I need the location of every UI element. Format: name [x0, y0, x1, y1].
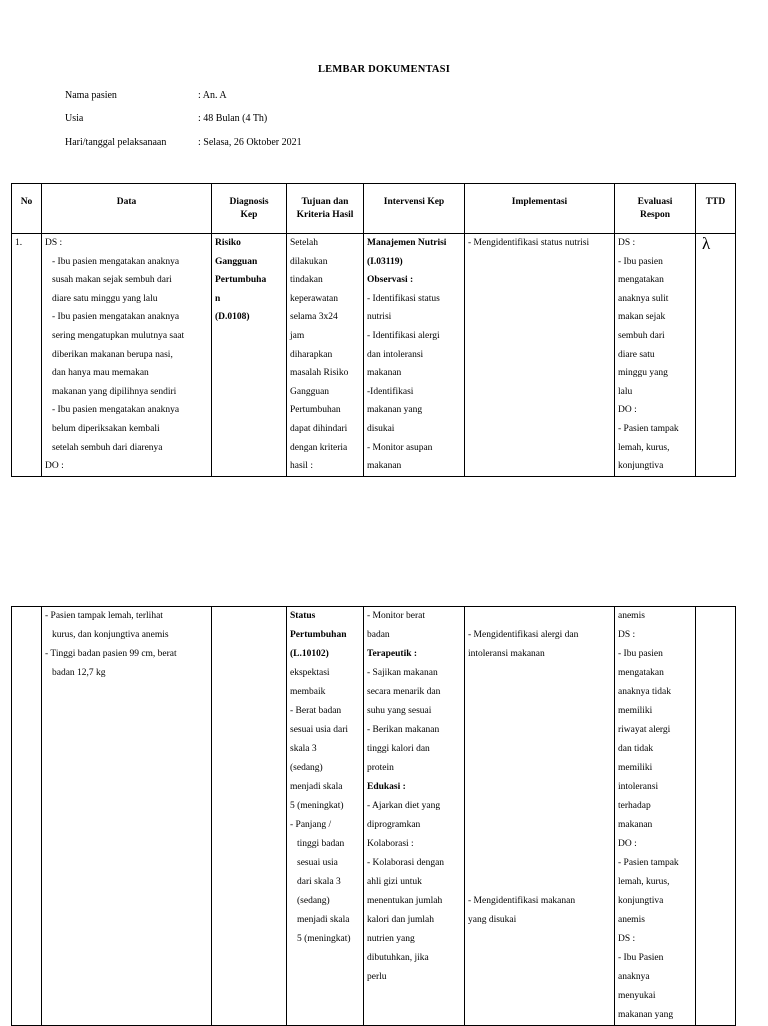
header-diagnosis: Diagnosis Kep — [212, 184, 287, 234]
header-no: No — [12, 184, 42, 234]
documentation-table-2 — [11, 606, 736, 1026]
cell-data: DS : - Ibu pasien mengatakan anaknya susah makan sejak sembuh dari diare satu minggu yang lalu - Ibu pasien mengatakan anaknya sering mengatupkan mulutnya saat diberikan makanan berupa nasi, dan hanya mau memakan makanan yang dipilihnya sendiri - Ibu pasien mengatakan anaknya belum diperiksakan kembali setelah sembuh dari diarenya DO : — [42, 234, 212, 477]
cell-no: 1. — [12, 234, 42, 477]
info-value: : 48 Bulan (4 Th) — [198, 113, 268, 124]
cell-diagnosis — [212, 607, 287, 1026]
info-value: : Selasa, 26 Oktober 2021 — [198, 137, 302, 148]
cell-no — [12, 607, 42, 1026]
document-title: LEMBAR DOKUMENTASI — [317, 64, 451, 75]
table-header-row — [12, 184, 736, 234]
cell-implementasi: - Mengidentifikasi alergi dan intoleransi makanan - Mengidentifikasi makanan yang disukai — [465, 607, 615, 1026]
cell-intervensi: - Monitor berat badan Terapeutik : - Sajikan makanan secara menarik dan suhu yang sesuai - Berikan makanan tinggi kalori dan protein Edukasi : - Ajarkan diet yang diprogramkan Kolaborasi : - Kolaborasi dengan ahli gizi untuk menentukan jumlah kalori dan jumlah nutrien yang dibutuhkan, jika perlu — [364, 607, 465, 1026]
header-tujuan: Tujuan dan Kriteria Hasil — [287, 184, 364, 234]
info-label: Usia — [65, 113, 84, 124]
cell-ttd — [696, 607, 736, 1026]
cell-tujuan: Setelah dilakukan tindakan keperawatan selama 3x24 jam diharapkan masalah Risiko Gangguan Pertumbuhan dapat dihindari dengan kriteria hasil : — [287, 234, 364, 477]
cell-evaluasi: anemis DS : - Ibu pasien mengatakan anaknya tidak memiliki riwayat alergi dan tidak memiliki intoleransi terhadap makanan DO : - Pasien tampak lemah, kurus, konjungtiva anemis DS : - Ibu Pasien anaknya menyukai makanan yang — [615, 607, 696, 1026]
header-data: Data — [42, 184, 212, 234]
header-implementasi: Implementasi — [465, 184, 615, 234]
header-ttd: TTD — [696, 184, 736, 234]
header-evaluasi: Evaluasi Respon — [615, 184, 696, 234]
signature-mark: λ — [702, 234, 711, 253]
header-intervensi: Intervensi Kep — [364, 184, 465, 234]
cell-ttd — [696, 234, 736, 477]
cell-tujuan: Status Pertumbuhan (L.10102) ekspektasi membaik - Berat badan sesuai usia dari skala 3 (sedang) menjadi skala 5 (meningkat) - Panjang / tinggi badan sesuai usia dari skala 3 (sedang) menjadi skala 5 (meningkat) — [287, 607, 364, 1026]
documentation-table-1 — [11, 183, 736, 477]
cell-implementasi: - Mengidentifikasi status nutrisi — [465, 234, 615, 477]
table-row — [12, 234, 736, 477]
table-row — [12, 607, 736, 1026]
cell-intervensi: Manajemen Nutrisi (I.03119) Observasi : - Identifikasi status nutrisi - Identifikasi alergi dan intoleransi makanan -Identifikasi makanan yang disukai - Monitor asupan makanan — [364, 234, 465, 477]
cell-evaluasi: DS : - Ibu pasien mengatakan anaknya sulit makan sejak sembuh dari diare satu minggu yang lalu DO : - Pasien tampak lemah, kurus, konjungtiva — [615, 234, 696, 477]
cell-data: - Pasien tampak lemah, terlihat kurus, dan konjungtiva anemis - Tinggi badan pasien 99 cm, berat badan 12,7 kg — [42, 607, 212, 1026]
cell-diagnosis: Risiko Gangguan Pertumbuha n (D.0108) — [212, 234, 287, 477]
info-label: Hari/tanggal pelaksanaan — [65, 137, 167, 148]
info-label: Nama pasien — [65, 90, 117, 101]
info-value: : An. A — [198, 90, 227, 101]
